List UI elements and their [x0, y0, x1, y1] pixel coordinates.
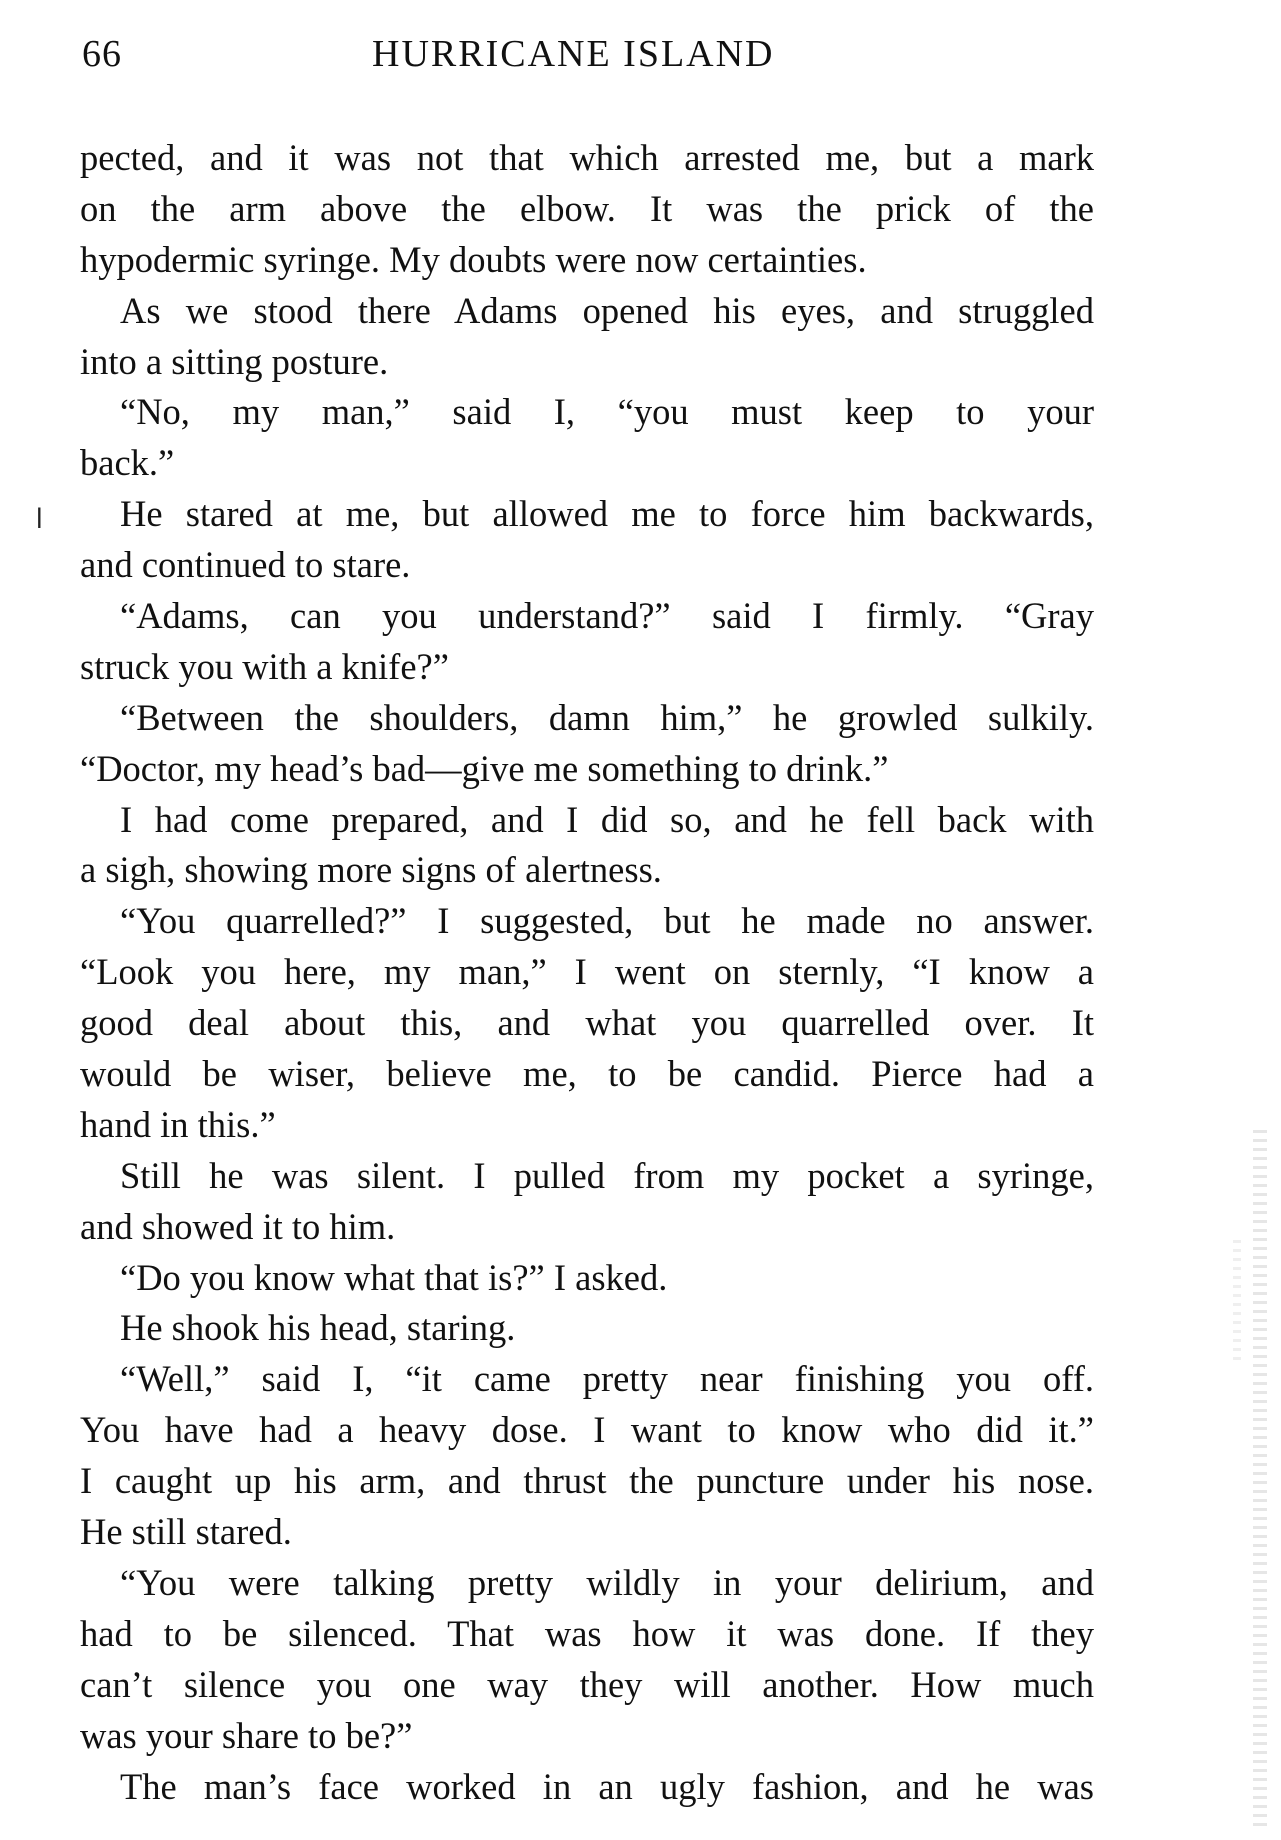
text-line: “Adams, can you understand?” said I firmly. “Gray	[120, 595, 1094, 637]
text-line: can’t silence you one way they will another. How much	[80, 1663, 1094, 1705]
text-line: He stared at me, but allowed me to force him backwards,	[120, 493, 1094, 535]
text-line: He shook his head, staring.	[120, 1307, 516, 1349]
text-line: “No, my man,” said I, “you must keep to your	[120, 391, 1094, 433]
text-line: and continued to stare.	[80, 544, 411, 586]
page-header	[82, 32, 1094, 92]
text-line: “Doctor, my head’s bad—give me something to drink.”	[80, 747, 889, 789]
text-line: hand in this.”	[80, 1103, 276, 1145]
text-line: had to be silenced. That was how it was done. If they	[80, 1612, 1094, 1654]
scan-edge-shadow	[1253, 1130, 1267, 1830]
body-text	[80, 133, 1094, 1812]
text-line: hypodermic syringe. My doubts were now certainties.	[80, 238, 867, 280]
text-line: good deal about this, and what you quarrelled over. It	[80, 1002, 1094, 1044]
text-line: I had come prepared, and I did so, and he fell back with	[120, 798, 1094, 840]
text-line: “Well,” said I, “it came pretty near finishing you off.	[120, 1358, 1094, 1400]
text-line: struck you with a knife?”	[80, 645, 449, 687]
text-line: “Between the shoulders, damn him,” he growled sulkily.	[120, 696, 1094, 738]
scan-edge-speckle	[1233, 1240, 1241, 1360]
text-line: was your share to be?”	[80, 1714, 413, 1756]
text-line: on the arm above the elbow. It was the prick of the	[80, 187, 1094, 229]
text-line: I caught up his arm, and thrust the puncture under his nose.	[80, 1460, 1094, 1502]
text-line: “You quarrelled?” I suggested, but he made no answer.	[120, 900, 1094, 942]
text-line: As we stood there Adams opened his eyes, and struggled	[120, 289, 1094, 331]
text-line: pected, and it was not that which arrested me, but a mark	[80, 137, 1094, 178]
running-head: HURRICANE ISLAND	[372, 33, 775, 75]
text-line: a sigh, showing more signs of alertness.	[80, 849, 662, 891]
text-line: and showed it to him.	[80, 1205, 396, 1247]
margin-mark: ǀ	[36, 502, 43, 535]
text-line: “You were talking pretty wildly in your delirium, and	[120, 1561, 1094, 1603]
text-line: “Do you know what that is?” I asked.	[120, 1256, 668, 1298]
text-line: Still he was silent. I pulled from my pocket a syringe,	[120, 1154, 1094, 1196]
text-line: He still stared.	[80, 1511, 292, 1553]
page-number: 66	[82, 33, 122, 75]
text-line: You have had a heavy dose. I want to know who did it.”	[80, 1409, 1094, 1451]
text-line: back.”	[80, 442, 175, 484]
text-line: would be wiser, believe me, to be candid. Pierce had a	[80, 1053, 1094, 1095]
text-line: “Look you here, my man,” I went on sternly, “I know a	[80, 951, 1094, 993]
text-line: The man’s face worked in an ugly fashion, and he was	[120, 1765, 1094, 1807]
text-line: into a sitting posture.	[80, 340, 389, 382]
